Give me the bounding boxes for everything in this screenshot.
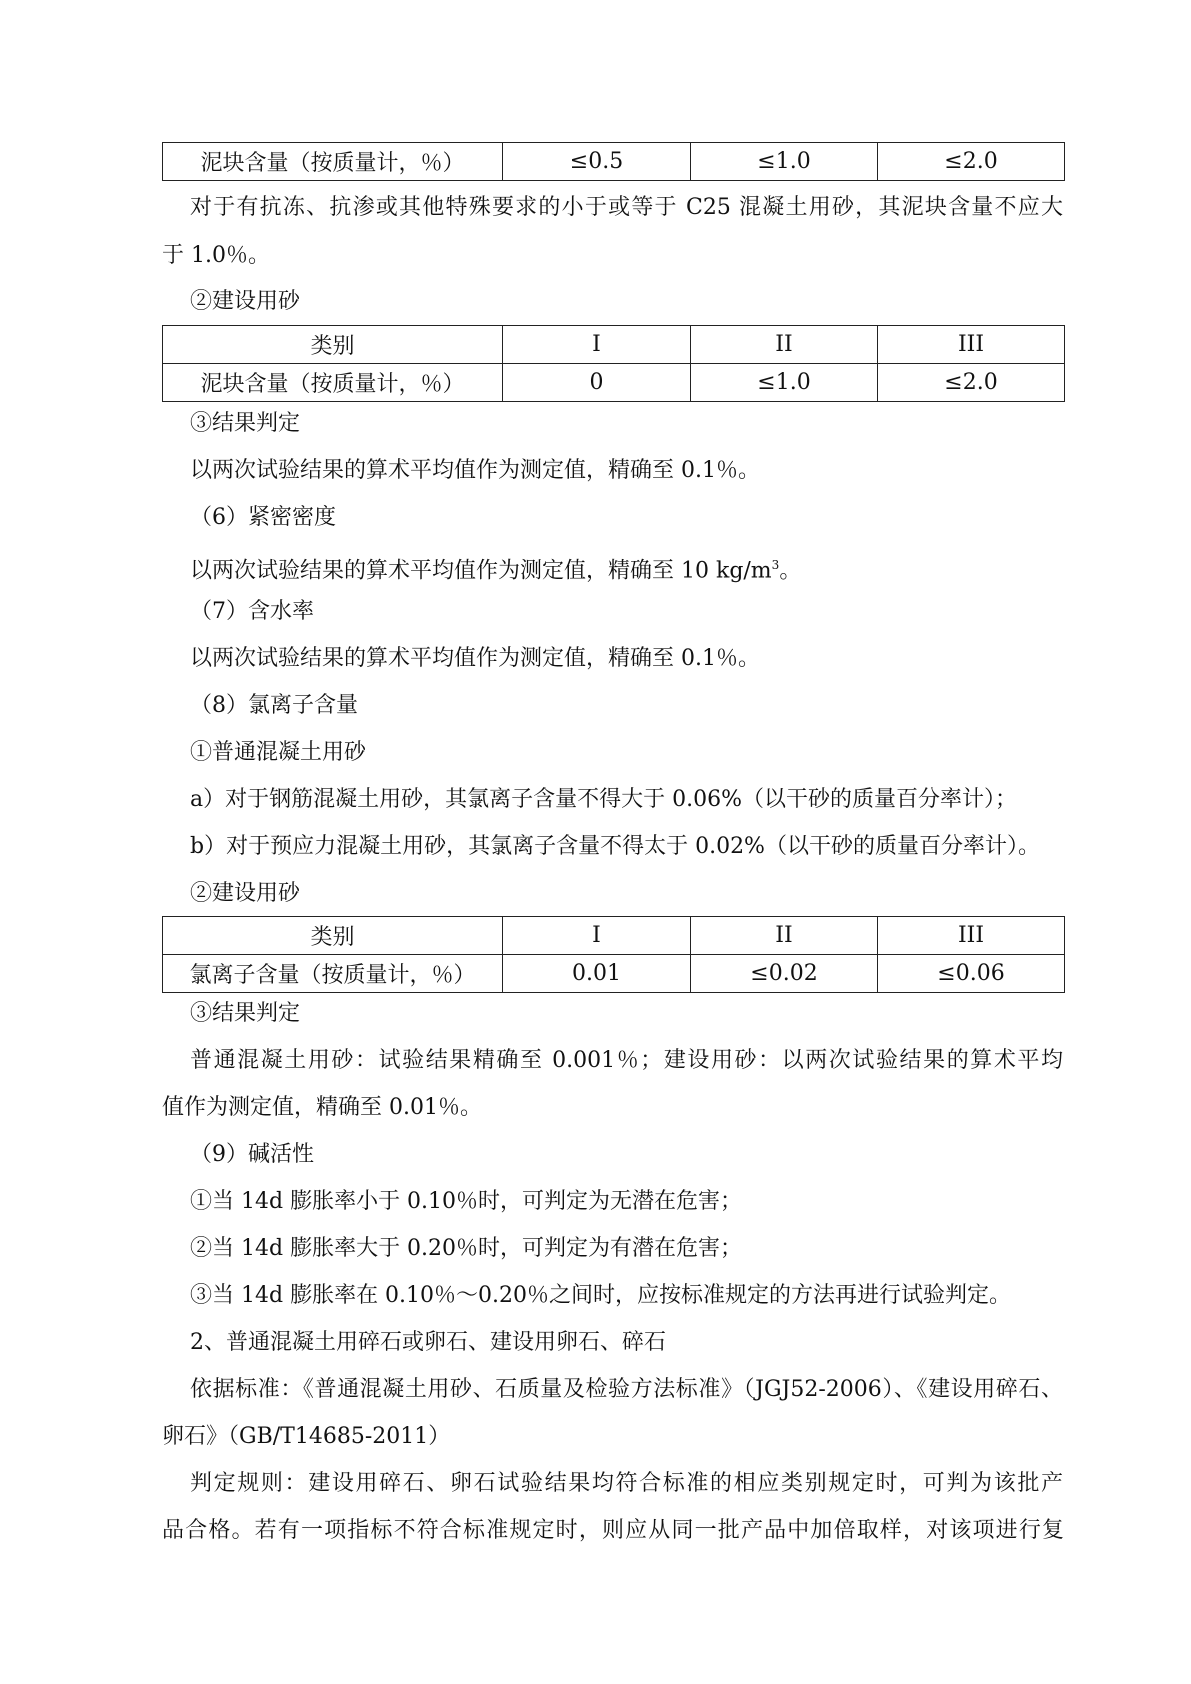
section-heading: ②建设用砂 xyxy=(190,289,301,314)
table-header-cell: III xyxy=(878,917,1065,955)
table-cell: 泥块含量（按质量计，％） xyxy=(163,364,503,402)
section-heading: ②建设用砂 xyxy=(190,881,301,906)
table-cell: ≤2.0 xyxy=(878,364,1065,402)
table-header-cell: 类别 xyxy=(163,917,503,955)
table-cell: ≤0.5 xyxy=(503,143,691,181)
table-header-cell: I xyxy=(503,326,691,364)
table-row xyxy=(163,143,1065,181)
table-cell: 氯离子含量（按质量计，％） xyxy=(163,955,503,993)
table-header-cell: I xyxy=(503,917,691,955)
paragraph-line: 品合格。若有一项指标不符合标准规定时，则应从同一批产品中加倍取样，对该项进行复 xyxy=(162,1518,1064,1543)
table-header-row xyxy=(163,326,1065,364)
mud-lump-table-ordinary xyxy=(162,142,1065,181)
paragraph: a）对于钢筋混凝土用砂，其氯离子含量不得大于 0.06%（以干砂的质量百分率计）； xyxy=(190,787,1018,812)
paragraph: 以两次试验结果的算术平均值作为测定值，精确至 0.1％。 xyxy=(190,458,760,483)
table-cell: ≤1.0 xyxy=(691,143,878,181)
table-header-cell: III xyxy=(878,326,1065,364)
table-row xyxy=(163,955,1065,993)
paragraph-text: 以两次试验结果的算术平均值作为测定值，精确至 10 kg/m xyxy=(190,558,772,584)
paragraph-line: 判定规则：建设用碎石、卵石试验结果均符合标准的相应类别规定时，可判为该批产 xyxy=(190,1471,1063,1496)
table-cell: ≤0.02 xyxy=(691,955,878,993)
table-header-cell: II xyxy=(691,917,878,955)
section-heading: ③结果判定 xyxy=(190,1001,301,1026)
paragraph-line: 对于有抗冻、抗渗或其他特殊要求的小于或等于 C25 混凝土用砂，其泥块含量不应大 xyxy=(190,195,1063,220)
paragraph-line: 值作为测定值，精确至 0.01％。 xyxy=(162,1095,482,1120)
unit-superscript: 3 xyxy=(771,558,780,572)
mud-lump-table-building xyxy=(162,325,1065,402)
table-header-row xyxy=(163,917,1065,955)
paragraph-line: 于 1.0％。 xyxy=(162,243,270,268)
section-heading: 2、普通混凝土用碎石或卵石、建设用卵石、碎石 xyxy=(190,1330,666,1355)
table-cell: 0.01 xyxy=(503,955,691,993)
chloride-table-building xyxy=(162,916,1065,993)
section-heading: （7）含水率 xyxy=(190,599,314,624)
section-heading: （8）氯离子含量 xyxy=(190,693,358,718)
paragraph-line: 卵石》（GB/T14685-2011） xyxy=(162,1424,451,1449)
section-heading: ①普通混凝土用砂 xyxy=(190,740,367,765)
paragraph: ③当 14d 膨胀率在 0.10％～0.20％之间时，应按标准规定的方法再进行试验判定。 xyxy=(190,1283,1012,1308)
paragraph: b）对于预应力混凝土用砂，其氯离子含量不得太于 0.02%（以干砂的质量百分率计）。 xyxy=(190,834,1040,859)
paragraph: 以两次试验结果的算术平均值作为测定值，精确至 0.1％。 xyxy=(190,646,760,671)
section-heading: （6）紧密密度 xyxy=(190,505,336,530)
table-cell: 0 xyxy=(503,364,691,402)
table-header-cell: II xyxy=(691,326,878,364)
paragraph: ②当 14d 膨胀率大于 0.20％时，可判定为有潜在危害； xyxy=(190,1236,743,1261)
table-cell: ≤1.0 xyxy=(691,364,878,402)
table-cell: ≤0.06 xyxy=(878,955,1065,993)
section-heading: ③结果判定 xyxy=(190,411,301,436)
section-heading: （9）碱活性 xyxy=(190,1142,314,1167)
table-cell: ≤2.0 xyxy=(878,143,1065,181)
paragraph: ①当 14d 膨胀率小于 0.10％时，可判定为无潜在危害； xyxy=(190,1189,743,1214)
paragraph xyxy=(190,550,801,586)
paragraph-end: 。 xyxy=(779,558,802,584)
table-header-cell: 类别 xyxy=(163,326,503,364)
paragraph-line: 依据标准：《普通混凝土用砂、石质量及检验方法标准》（JGJ52-2006）、《建设用碎石、 xyxy=(190,1377,1063,1402)
table-row xyxy=(163,364,1065,402)
table-cell: 泥块含量（按质量计，％） xyxy=(163,143,503,181)
paragraph-line: 普通混凝土用砂：试验结果精确至 0.001％；建设用砂：以两次试验结果的算术平均 xyxy=(190,1048,1063,1073)
